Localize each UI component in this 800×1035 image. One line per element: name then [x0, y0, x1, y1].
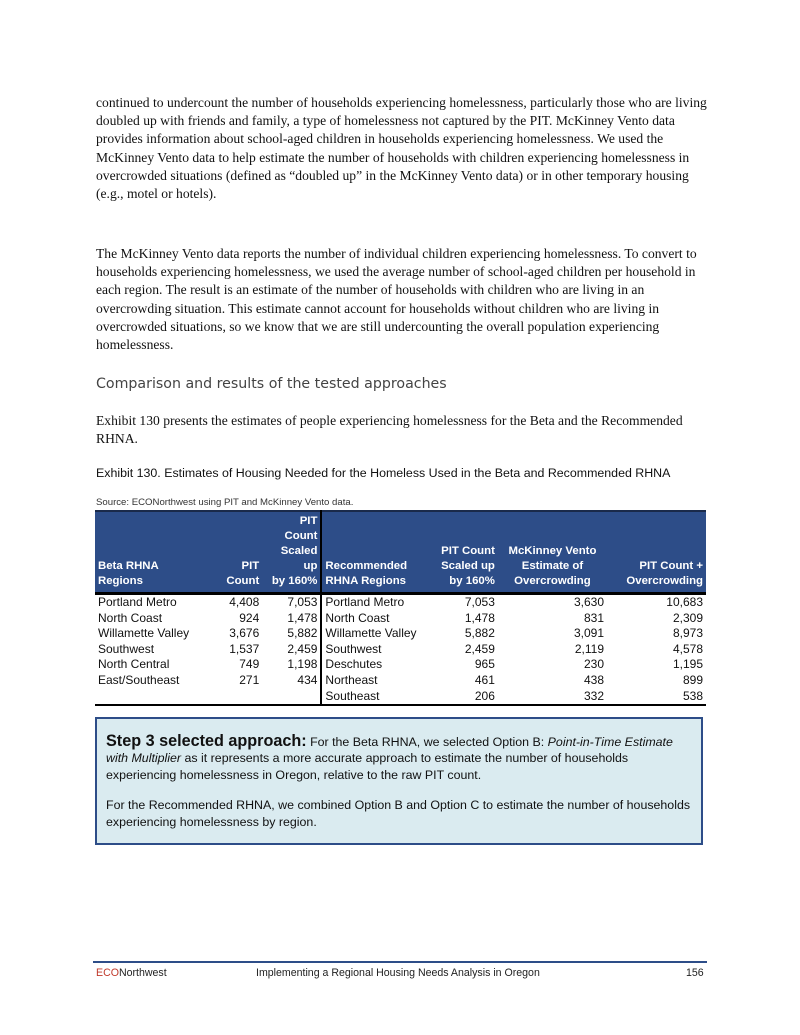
header-line: Estimate of	[521, 560, 584, 572]
cell-total: 538	[682, 688, 703, 703]
cell-total: 899	[682, 672, 703, 687]
cell-total: 4,578	[672, 641, 703, 656]
cell-beta-region: North Coast	[98, 610, 163, 625]
cell-beta-scaled	[262, 689, 321, 706]
cell-rec-scaled: 965	[474, 657, 495, 672]
cell-rec-region: North Coast	[321, 611, 431, 627]
cell-beta-scaled: 5,882	[287, 626, 318, 641]
cell-rec-region: Southeast	[321, 689, 431, 706]
cell-rec-scaled: 206	[474, 688, 495, 703]
header-line: PIT Count	[441, 545, 495, 557]
cell-beta-region	[95, 689, 203, 706]
callout-lead: Step 3 selected approach:	[106, 732, 307, 750]
cell-beta-region: North Central	[98, 657, 170, 672]
header-line: by 160%	[449, 575, 495, 587]
table-row	[95, 626, 706, 642]
cell-mckinney: 3,630	[573, 595, 605, 609]
cell-pit-count: 4,408	[229, 595, 260, 609]
callout-paragraph: For the Recommended RHNA, we combined Option B and Option C to estimate the number of households experiencing homelessness by region.	[106, 798, 691, 829]
exhibit-table	[95, 510, 706, 706]
header-line: by 160%	[271, 575, 318, 587]
cell-rec-scaled: 2,459	[464, 641, 495, 656]
cell-total: 10,683	[666, 595, 703, 609]
cell-beta-scaled: 7,053	[287, 595, 318, 609]
table-row	[95, 611, 706, 627]
cell-total: 2,309	[672, 610, 703, 625]
cell-beta-scaled: 1,198	[287, 657, 318, 672]
header-line: Overcrowding	[626, 575, 703, 587]
header-mckinney	[498, 511, 607, 594]
brand-northwest: Northwest	[118, 967, 167, 979]
header-total	[607, 511, 706, 594]
cell-beta-region: East/Southeast	[98, 672, 180, 687]
cell-mckinney: 2,119	[574, 641, 605, 656]
cell-mckinney: 230	[583, 657, 605, 672]
table-row	[95, 689, 706, 706]
table-row	[95, 673, 706, 689]
cell-beta-scaled: 1,478	[287, 610, 318, 625]
callout-paragraph	[106, 733, 692, 783]
cell-mckinney: 3,091	[573, 626, 605, 641]
header-rec-regions	[321, 511, 431, 594]
cell-beta-scaled: 434	[297, 672, 318, 687]
cell-pit-count: 749	[239, 657, 260, 672]
header-line: Scaled up	[441, 560, 495, 572]
header-beta-scaled	[262, 511, 321, 594]
section-heading: Comparison and results of the tested approaches	[96, 376, 447, 392]
cell-pit-count	[203, 689, 262, 706]
table-row	[95, 642, 706, 658]
callout-text: For the Beta RHNA, we selected Option B:	[306, 735, 548, 749]
callout-italic: Point-in-Time Estimate with Multiplier	[106, 735, 673, 766]
header-line: Regions	[98, 575, 143, 587]
brand-eco: ECO	[96, 967, 119, 979]
callout-text: as it represents a more accurate approach to estimate the number of households experiencing homelessness in Oregon, relative to the raw PIT count.	[106, 751, 629, 782]
cell-total: 1,195	[672, 657, 703, 672]
cell-beta-region: Portland Metro	[98, 595, 177, 609]
cell-pit-count: 924	[239, 610, 260, 625]
cell-beta-region: Southwest	[98, 641, 155, 656]
footer-title: Implementing a Regional Housing Needs Analysis in Oregon	[256, 967, 540, 979]
cell-rec-region: Deschutes	[321, 657, 431, 673]
cell-pit-count: 271	[239, 672, 260, 687]
header-line: Recommended	[325, 560, 408, 572]
table-body	[95, 594, 706, 706]
exhibit-caption: Exhibit 130. Estimates of Housing Needed for the Homeless Used in the Beta and Recommended RHNA	[96, 466, 671, 480]
cell-rec-region: Willamette Valley	[321, 626, 431, 642]
selected-approach-callout	[95, 717, 703, 845]
cell-rec-scaled: 7,053	[464, 595, 495, 609]
footer-rule	[93, 961, 707, 963]
cell-total: 8,973	[672, 626, 703, 641]
cell-pit-count: 3,676	[229, 626, 260, 641]
cell-mckinney: 438	[583, 672, 605, 687]
table-header-row	[95, 511, 706, 594]
header-line: McKinney Vento	[508, 545, 597, 557]
page-number: 156	[686, 967, 704, 979]
cell-beta-scaled: 2,459	[287, 641, 318, 656]
header-rec-scaled	[432, 511, 498, 594]
header-line: RHNA Regions	[325, 575, 407, 587]
cell-rec-scaled: 461	[474, 672, 495, 687]
cell-rec-scaled: 1,478	[464, 610, 495, 625]
header-line: Overcrowding	[514, 575, 591, 587]
cell-rec-region: Portland Metro	[321, 594, 431, 611]
header-beta-regions	[95, 511, 203, 594]
cell-rec-region: Northeast	[321, 673, 431, 689]
header-line: Scaled up	[280, 545, 318, 572]
body-paragraph: Exhibit 130 presents the estimates of people experiencing homelessness for the Beta and the Recommended RHNA.	[96, 413, 683, 447]
footer-brand	[96, 967, 167, 979]
cell-mckinney: 831	[583, 610, 605, 625]
cell-beta-region: Willamette Valley	[98, 626, 190, 641]
header-line: PIT Count	[284, 515, 318, 542]
header-line: PIT Count +	[639, 560, 703, 572]
cell-mckinney: 332	[583, 688, 605, 703]
table-row	[95, 657, 706, 673]
cell-rec-scaled: 5,882	[464, 626, 495, 641]
header-line: Beta RHNA	[98, 560, 159, 572]
exhibit-source: Source: ECONorthwest using PIT and McKinney Vento data.	[96, 497, 354, 508]
cell-rec-region: Southwest	[321, 642, 431, 658]
table-row	[95, 594, 706, 611]
header-pit-count	[203, 511, 262, 594]
body-paragraph: The McKinney Vento data reports the number of individual children experiencing homelessness. To convert to households experiencing homelessness, we used the average number of school-aged children per household in each region. The result is an estimate of the number of households with children who are living in an overcrowding situation. This estimate cannot account for households without children who are living in overcrowded situations, so we know that we are still undercounting the overall population experiencing homelessness.	[96, 246, 697, 353]
header-line: PIT Count	[226, 560, 260, 587]
body-paragraph: continued to undercount the number of households experiencing homelessness, particularly those who are living doubled up with friends and family, a type of homelessness not captured by the PIT. McKinney Vento data provides information about school-aged children in households experiencing homelessness. We used the McKinney Vento data to help estimate the number of households with children experiencing homelessness in overcrowded situations (defined as “doubled up” in the McKinney Vento data) or in other temporary housing (e.g., motel or hotels).	[96, 95, 707, 202]
cell-pit-count: 1,537	[229, 641, 260, 656]
